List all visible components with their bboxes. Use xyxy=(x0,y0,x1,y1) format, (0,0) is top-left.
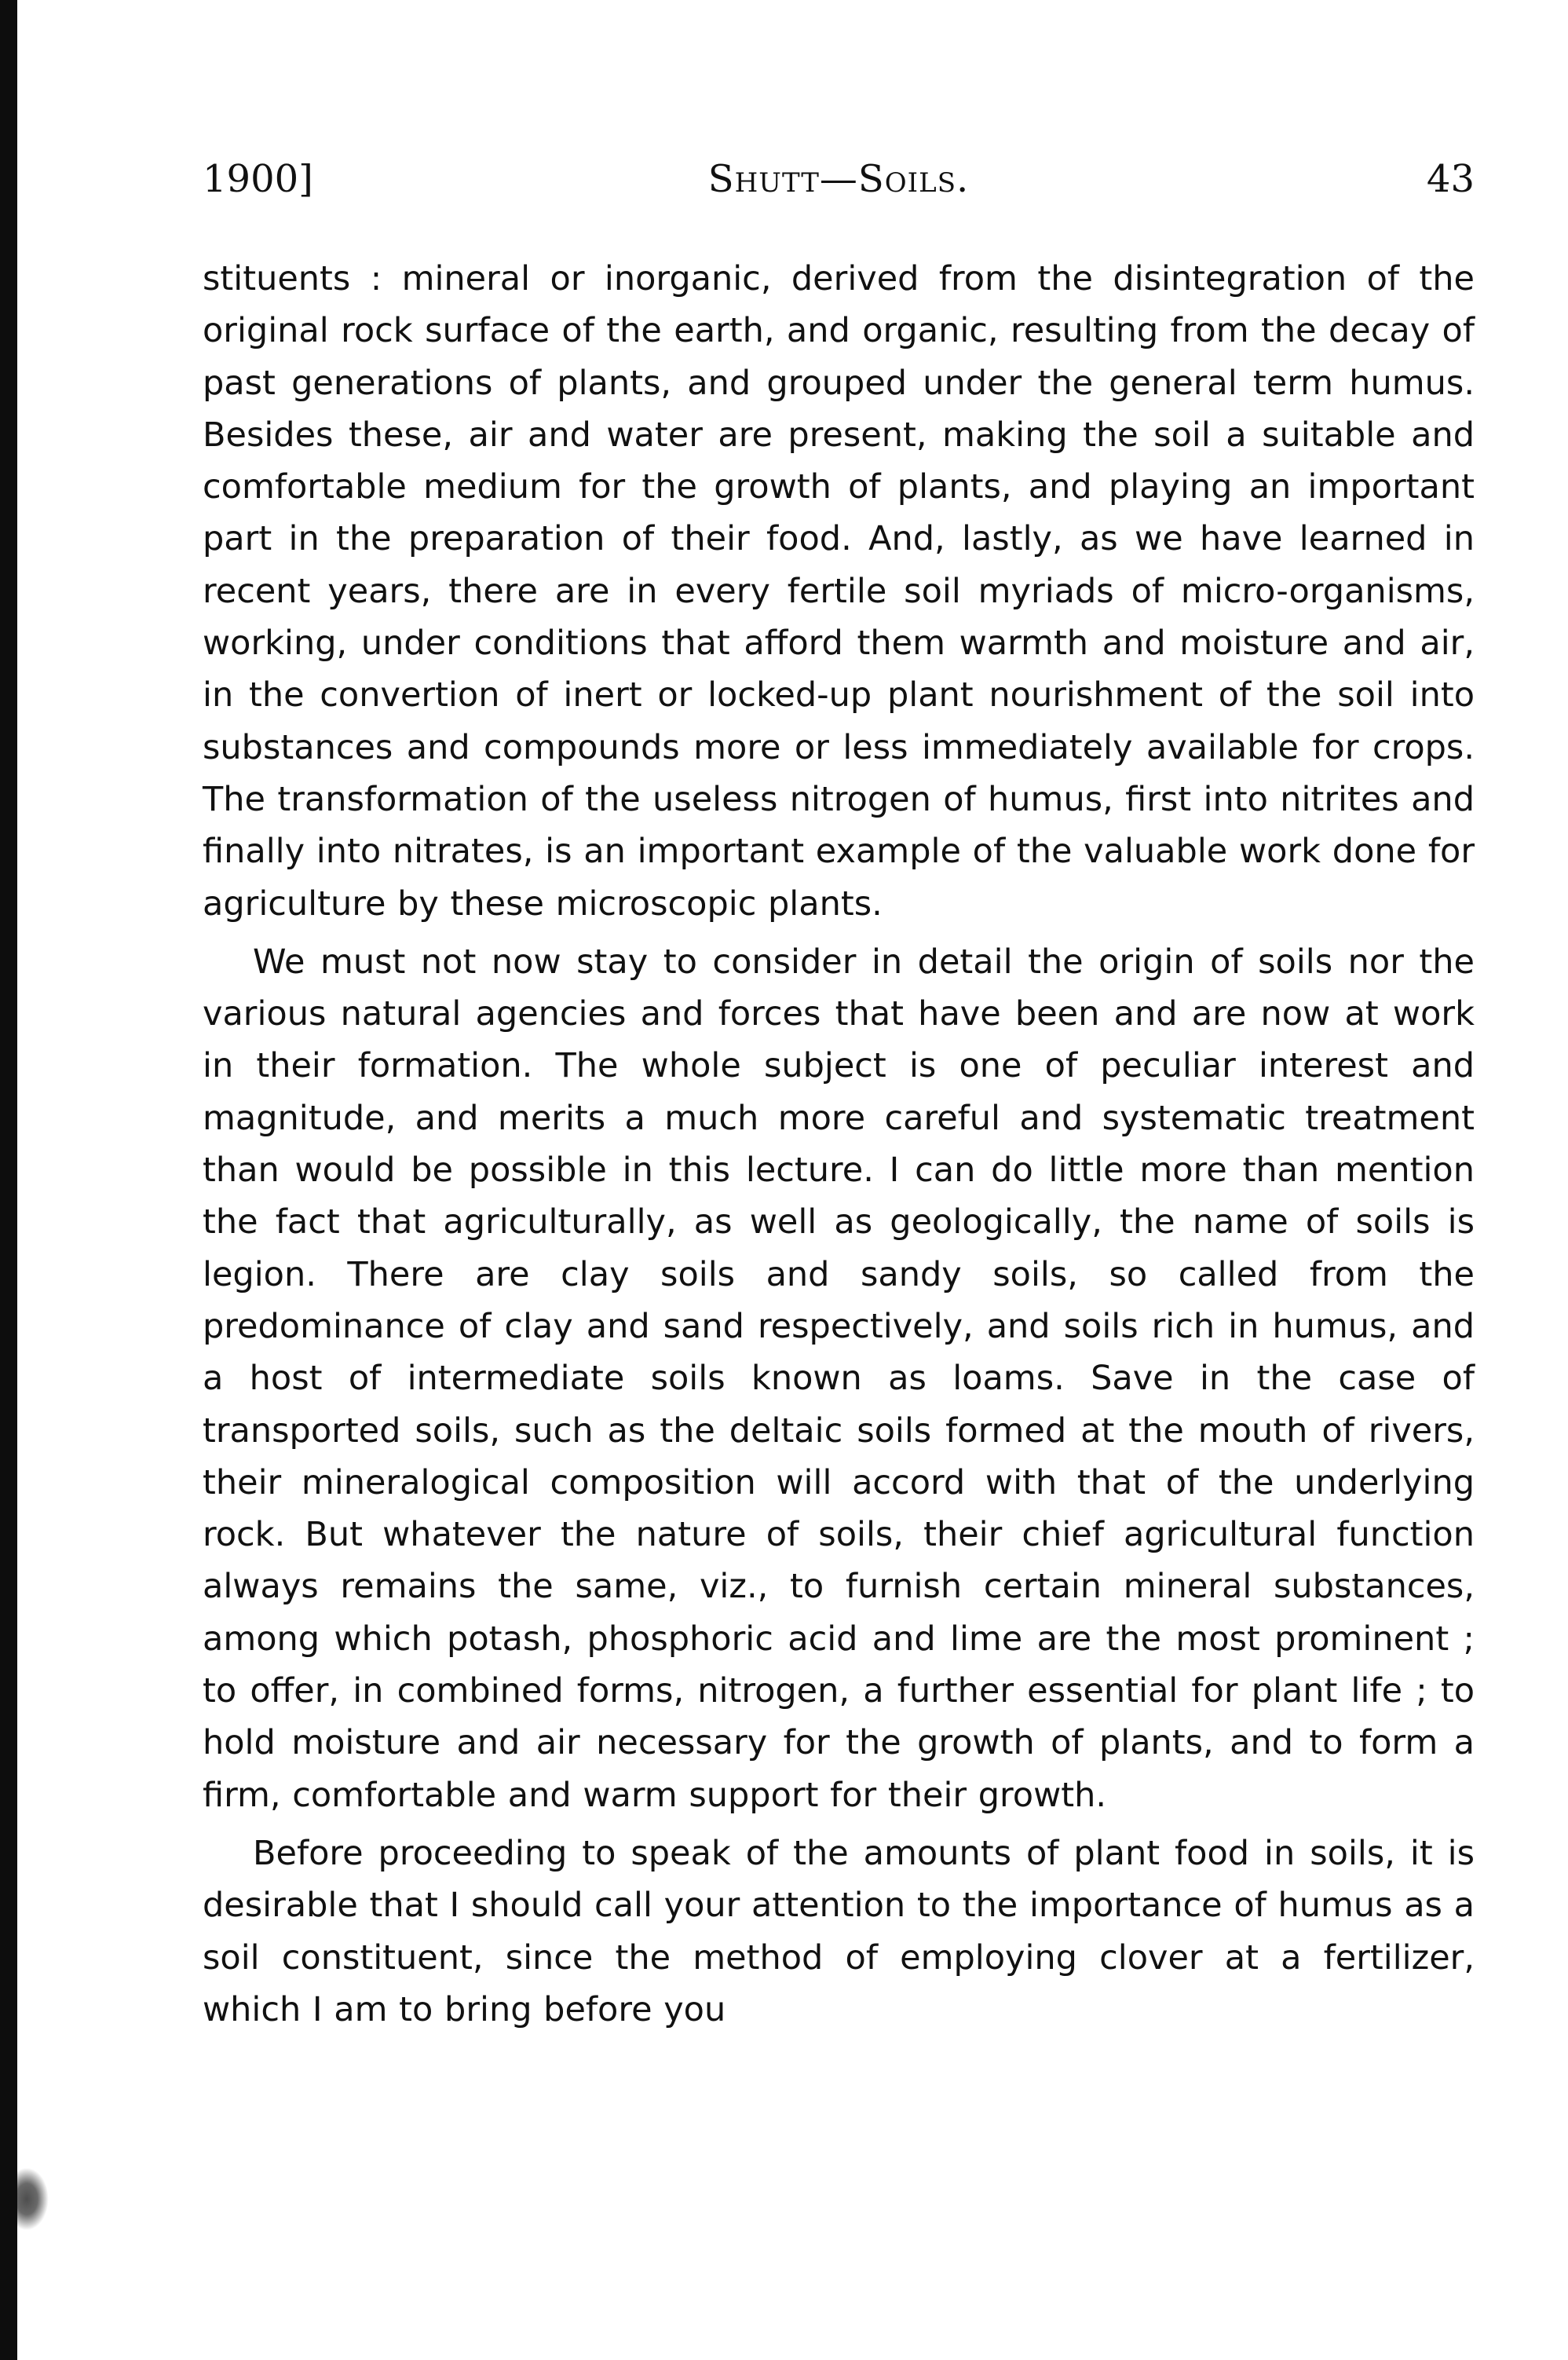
running-title: Shutt—Soils. xyxy=(707,157,970,201)
page-number: 43 xyxy=(1426,157,1475,201)
paragraph-1: stituents : mineral or inorganic, derived from the disintegration of the original rock surface of the earth, and organic, resulting from the decay of past generations of plants, and grouped under the general term humus. Besides these, air and water are present, making the soil a suitable and comfortable medium for the growth of plants, and playing an important part in the preparation of their food. And, lastly, as we have learned in recent years, there are in every fertile soil myriads of micro-organisms, working, under conditions that afford them warmth and moisture and air, in the convertion of inert or locked-up plant nourishment of the soil into substances and compounds more or less immediately available for crops. The transformation of the useless nitrogen of humus, first into nitrites and finally into nitrates, is an important example of the valuable work done for agriculture by these microscopic plants. xyxy=(203,259,1475,924)
page-header xyxy=(203,157,1475,212)
scan-border xyxy=(0,0,17,2360)
paragraph-3: Before proceeding to speak of the amounts of plant food in soils, it is desirable that I should call your attention to the importance of humus as a soil constituent, since the method of employing clover at a fertilizer, which I am to bring before you xyxy=(203,1833,1475,2029)
scan-artifact xyxy=(17,2168,49,2230)
paragraph-2: We must not now stay to consider in detail the origin of soils nor the various natural agencies and forces that have been and are now at work in their formation. The whole subject is one of peculiar interest and magnitude, and merits a much more careful and systematic treatment than would be possible in this lecture. I can do little more than mention the fact that agriculturally, as well as geologically, the name of soils is legion. There are clay soils and sandy soils, so called from the predominance of clay and sand respectively, and soils rich in humus, and a host of intermediate soils known as loams. Save in the case of transported soils, such as the deltaic soils formed at the mouth of rivers, their mineralogical composition will accord with that of the underlying rock. But whatever the nature of soils, their chief agricultural function always remains the same, viz., to furnish certain mineral substances, among which potash, phosphoric acid and lime are the most prominent ; to offer, in combined forms, nitrogen, a further essential for plant life ; to hold moisture and air necessary for the growth of plants, and to form a firm, comfortable and warm support for their growth. xyxy=(203,942,1475,1815)
body-text xyxy=(203,253,1475,2036)
header-year: 1900] xyxy=(203,157,313,201)
